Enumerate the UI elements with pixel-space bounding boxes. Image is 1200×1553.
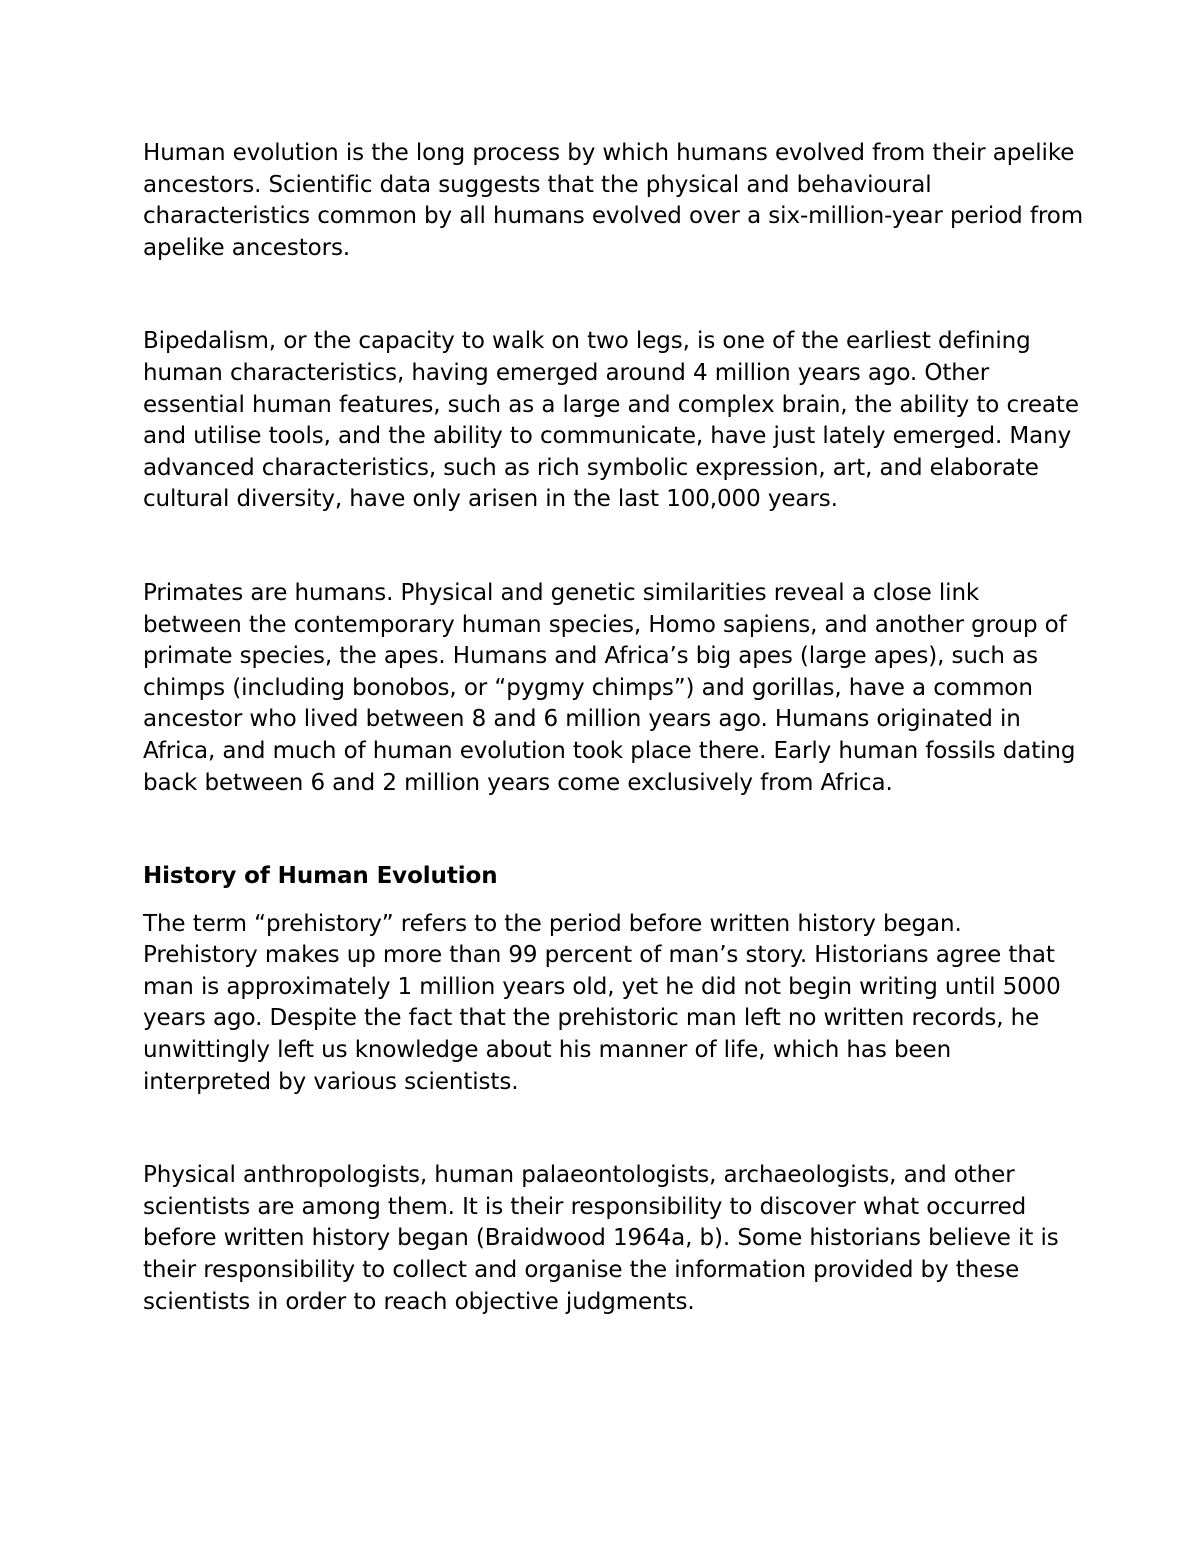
- document-body: [143, 138, 1083, 1318]
- paragraph-primates: Primates are humans. Physical and genetic similarities reveal a close link between the contemporary human species, Homo sapiens, and another group of primate species, the apes. Humans and Africa’s big apes (large apes), such as chimps (including bonobos, or “pygmy chimps”) and gorillas, have a common ancestor who lived between 8 and 6 million years ago. Humans originated in Africa, and much of human evolution took place there. Early human fossils dating back between 6 and 2 million years come exclusively from Africa.: [143, 579, 1076, 796]
- paragraph-bipedalism: Bipedalism, or the capacity to walk on two legs, is one of the earliest defining human characteristics, having emerged around 4 million years ago. Other essential human features, such as a large and complex brain, the ability to create and utilise tools, and the ability to communicate, have just lately emerged. Many advanced characteristics, such as rich symbolic expression, art, and elaborate cultural diversity, have only arisen in the last 100,000 years.: [143, 328, 1079, 513]
- paragraph-human-evolution-intro: Human evolution is the long process by which humans evolved from their apelike ancestors. Scientific data suggests that the physical and behavioural characteristics common by all humans evolved over a six-million-year period from apelike ancestors.: [143, 140, 1083, 261]
- section-heading: History of Human Evolution: [143, 863, 498, 890]
- paragraph-scientists: Physical anthropologists, human palaeontologists, archaeologists, and other scientists are among them. It is their responsibility to discover what occurred before written history began (Braidwood 1964a, b). Some historians believe it is their responsibility to collect and organise the information provided by these scientists in order to reach objective judgments.: [143, 1162, 1059, 1315]
- paragraph-prehistory: The term “prehistory” refers to the period before written history began. Prehistory makes up more than 99 percent of man’s story. Historians agree that man is approximately 1 million years old, yet he did not begin writing until 5000 years ago. Despite the fact that the prehistoric man left no written records, he unwittingly left us knowledge about his manner of life, which has been interpreted by various scientists.: [143, 910, 1061, 1095]
